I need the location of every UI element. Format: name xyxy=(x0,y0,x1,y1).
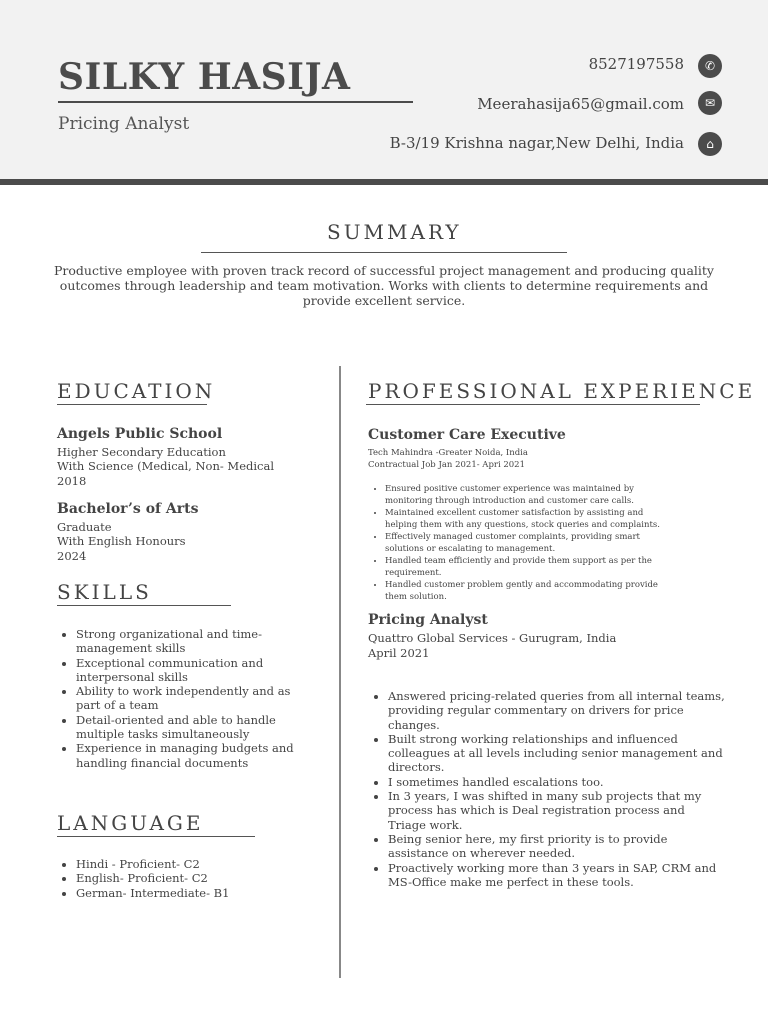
job-bullet: • Being senior here, my first priority is to provide assistance on wherever needed. xyxy=(388,832,725,861)
education-heading: EDUCATION xyxy=(57,379,216,403)
education-line: 2024 xyxy=(57,548,87,563)
education-rule xyxy=(57,404,207,405)
job-company: Quattro Global Services - Gurugram, India xyxy=(368,631,617,645)
candidate-name: SILKY HASIJA xyxy=(58,56,351,98)
job-bullet: • Handled team efficiently and provide them support as per the requirement. xyxy=(385,555,668,579)
phone-number: 8527197558 xyxy=(588,55,684,73)
job-title: Pricing Analyst xyxy=(368,612,488,628)
education-line: Graduate xyxy=(57,519,112,534)
language-heading: LANGUAGE xyxy=(57,811,204,835)
education-school: Angels Public School xyxy=(57,426,223,442)
education-line: With Science (Medical, Non- Medical xyxy=(57,459,275,473)
summary-text: Productive employee with proven track record of successful project management and producing quality outcomes through leadership and team motivation. Works with clients to determine requirements and provide excellent service. xyxy=(54,263,714,308)
job-bullet: • In 3 years, I was shifted in many sub projects that my process has which is Deal registration process and Triage work. xyxy=(388,789,725,832)
skill-item: • Experience in managing budgets and handling financial documents xyxy=(76,741,298,770)
postal-address: B-3/19 Krishna nagar,New Delhi, India xyxy=(389,134,684,152)
job-bullet: • Effectively managed customer complaints, providing smart solutions or escalating to management. xyxy=(385,531,668,555)
language-item: • Hindi - Proficient- C2 xyxy=(76,857,298,871)
job-bullet: • Built strong working relationships and influenced colleagues at all levels including senior management and directors. xyxy=(388,732,725,775)
job-bullet: • Ensured positive customer experience was maintained by monitoring through introduction and customer care calls. xyxy=(385,483,668,507)
summary-rule xyxy=(201,252,567,253)
skills-heading: SKILLS xyxy=(57,580,152,604)
education-line: With English Honours xyxy=(57,534,186,548)
job-title: Customer Care Executive xyxy=(368,427,566,443)
job-company: Tech Mahindra -Greater Noida, India xyxy=(368,448,528,458)
job-bullet: • Answered pricing-related queries from all internal teams, providing regular commentary on drivers for price changes. xyxy=(388,689,725,732)
job-bullets xyxy=(370,689,725,889)
education-school: Bachelor’s of Arts xyxy=(57,501,199,517)
language-item: • English- Proficient- C2 xyxy=(76,871,298,885)
column-divider xyxy=(339,366,341,978)
job-dates: April 2021 xyxy=(368,645,430,660)
education-item xyxy=(57,502,199,563)
skills-rule xyxy=(57,605,231,606)
language-item: • German- Intermediate- B1 xyxy=(76,886,298,900)
skill-item: • Ability to work independently and as part of a team xyxy=(76,684,298,713)
skill-item: • Exceptional communication and interpersonal skills xyxy=(76,656,298,685)
name-underline xyxy=(58,101,413,103)
candidate-role: Pricing Analyst xyxy=(58,114,190,134)
email-icon: ✉ xyxy=(698,91,722,115)
experience-rule xyxy=(366,404,700,405)
language-list xyxy=(58,857,298,900)
job-bullet: • Maintained excellent customer satisfaction by assisting and helping them with any questions, stock queries and complaints. xyxy=(385,507,668,531)
job-meta xyxy=(368,631,616,660)
header-divider-bar xyxy=(0,179,768,185)
job-dates: Contractual Job Jan 2021- Apri 2021 xyxy=(368,459,526,470)
experience-heading: PROFESSIONAL EXPERIENCE xyxy=(368,379,756,403)
skill-item: • Strong organizational and time-management skills xyxy=(76,627,298,656)
email-address: Meerahasija65@gmail.com xyxy=(477,95,684,113)
education-item xyxy=(57,427,274,488)
job-bullet: • Proactively working more than 3 years in SAP, CRM and MS-Office make me perfect in these tools. xyxy=(388,861,725,890)
skills-list xyxy=(58,627,298,770)
language-rule xyxy=(57,836,255,837)
education-line: 2018 xyxy=(57,473,87,488)
job-meta xyxy=(368,448,528,471)
job-bullets xyxy=(368,483,668,603)
summary-heading: SUMMARY xyxy=(327,220,462,244)
home-icon: ⌂ xyxy=(698,132,722,156)
skill-item: • Detail-oriented and able to handle multiple tasks simultaneously xyxy=(76,713,298,742)
job-bullet: • I sometimes handled escalations too. xyxy=(388,775,725,789)
phone-icon: ✆ xyxy=(698,54,722,78)
job-bullet: • Handled customer problem gently and accommodating provide them solution. xyxy=(385,579,668,603)
education-line: Higher Secondary Education xyxy=(57,444,226,459)
